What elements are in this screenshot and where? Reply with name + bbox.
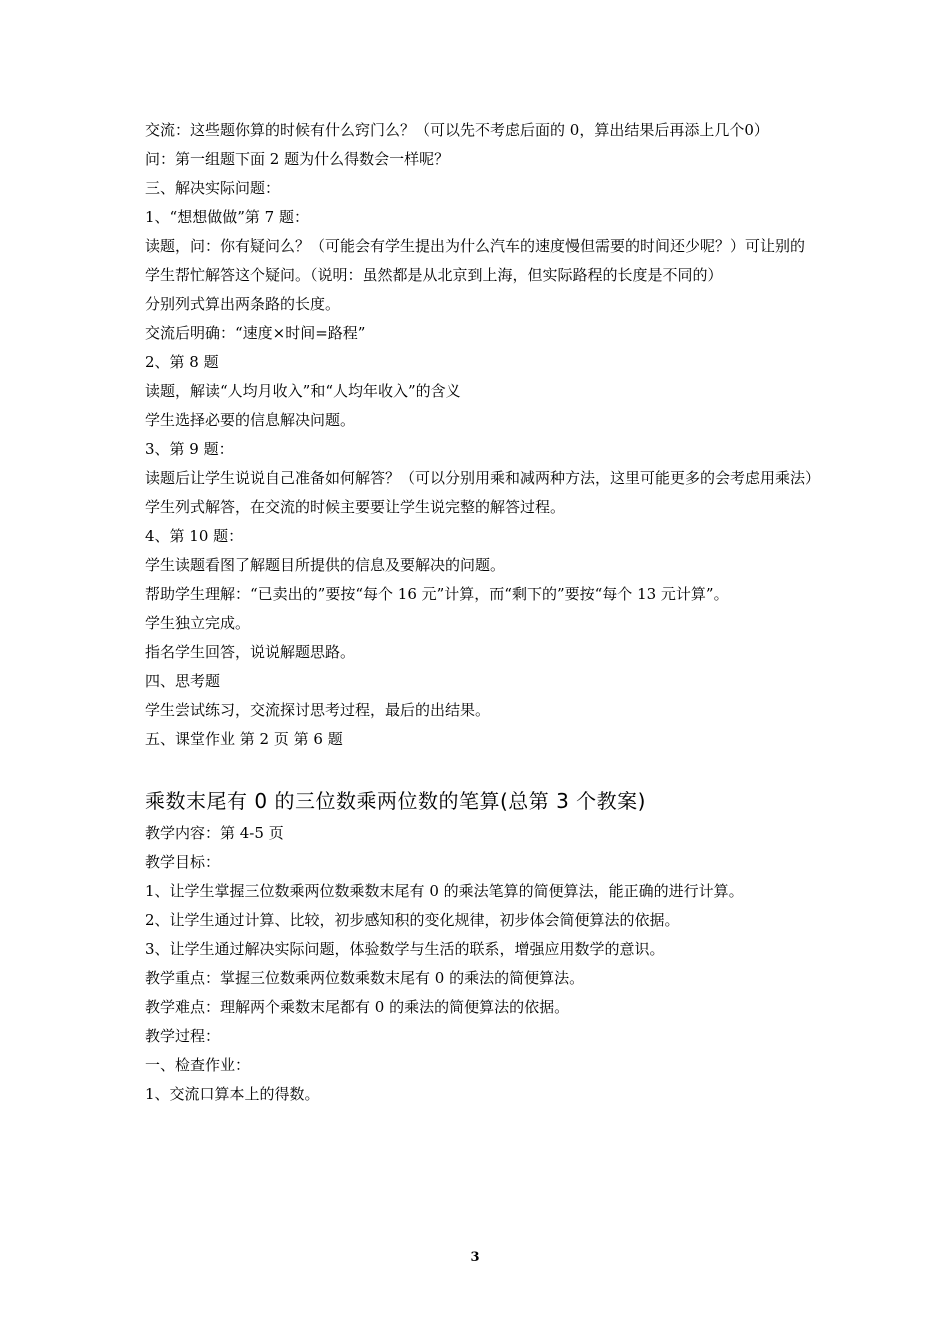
text-line: 读题后让学生说说自己准备如何解答？（可以分别用乘和减两种方法，这里可能更多的会考虑用乘法） <box>145 469 821 487</box>
text-line: 帮助学生理解：“已卖出的”要按“每个 16 元”计算，而“剩下的”要按“每个 13 元计算”。 <box>145 585 729 603</box>
text-line: 学生独立完成。 <box>145 614 251 632</box>
text-line: 学生列式解答，在交流的时候主要要让学生说完整的解答过程。 <box>145 498 566 516</box>
section-heading: 五、课堂作业 第 2 页 第 6 题 <box>145 730 343 748</box>
text-line: 问：第一组题下面 2 题为什么得数会一样呢？ <box>145 150 450 168</box>
text-line: 2、第 8 题 <box>145 353 219 371</box>
text-line: 2、让学生通过计算、比较，初步感知积的变化规律，初步体会简便算法的依据。 <box>145 911 680 929</box>
text-line: 4、第 10 题： <box>145 527 244 545</box>
text-line: 教学内容：第 4-5 页 <box>145 824 284 842</box>
text-line: 分别列式算出两条路的长度。 <box>145 295 341 313</box>
text-line: 教学目标： <box>145 853 221 871</box>
text-line: 教学过程： <box>145 1027 221 1045</box>
text-line: 教学重点：掌握三位数乘两位数乘数末尾有 0 的乘法的简便算法。 <box>145 969 585 987</box>
section-spacer <box>145 754 813 786</box>
text-line: 学生尝试练习，交流探讨思考过程，最后的出结果。 <box>145 701 491 719</box>
text-line: 学生选择必要的信息解决问题。 <box>145 411 356 429</box>
text-line: 3、第 9 题： <box>145 440 234 458</box>
text-line: 1、“想想做做”第 7 题： <box>145 208 309 226</box>
text-line: 3、让学生通过解决实际问题，体验数学与生活的联系，增强应用数学的意识。 <box>145 940 665 958</box>
text-line: 1、让学生掌握三位数乘两位数乘数末尾有 0 的乘法笔算的简便算法，能正确的进行计算。 <box>145 882 744 900</box>
section-heading: 三、解决实际问题： <box>145 179 281 197</box>
text-line: 读题，问：你有疑问么？（可能会有学生提出为什么汽车的速度慢但需要的时间还少呢？）可让别的学生帮忙解答这个疑问。（说明：虽然都是从北京到上海，但实际路程的长度是不同的） <box>145 237 806 284</box>
text-line: 学生读题看图了解题目所提供的信息及要解决的问题。 <box>145 556 506 574</box>
section-heading: 四、思考题 <box>145 672 221 690</box>
lesson-title: 乘数末尾有 0 的三位数乘两位数的笔算(总第 3 个教案) <box>145 789 646 813</box>
page-content <box>145 116 821 1109</box>
text-line: 教学难点：理解两个乘数末尾都有 0 的乘法的简便算法的依据。 <box>145 998 570 1016</box>
text-line: 1、交流口算本上的得数。 <box>145 1085 320 1103</box>
text-line: 读题，解读“人均月收入”和“人均年收入”的含义 <box>145 382 461 400</box>
section-heading: 一、检查作业： <box>145 1056 251 1074</box>
text-line: 交流后明确：“速度×时间=路程” <box>145 324 366 342</box>
page-number: 3 <box>470 1250 480 1265</box>
text-line: 交流：这些题你算的时候有什么窍门么？（可以先不考虑后面的 0，算出结果后再添上几个0） <box>145 121 769 139</box>
text-line: 指名学生回答，说说解题思路。 <box>145 643 356 661</box>
